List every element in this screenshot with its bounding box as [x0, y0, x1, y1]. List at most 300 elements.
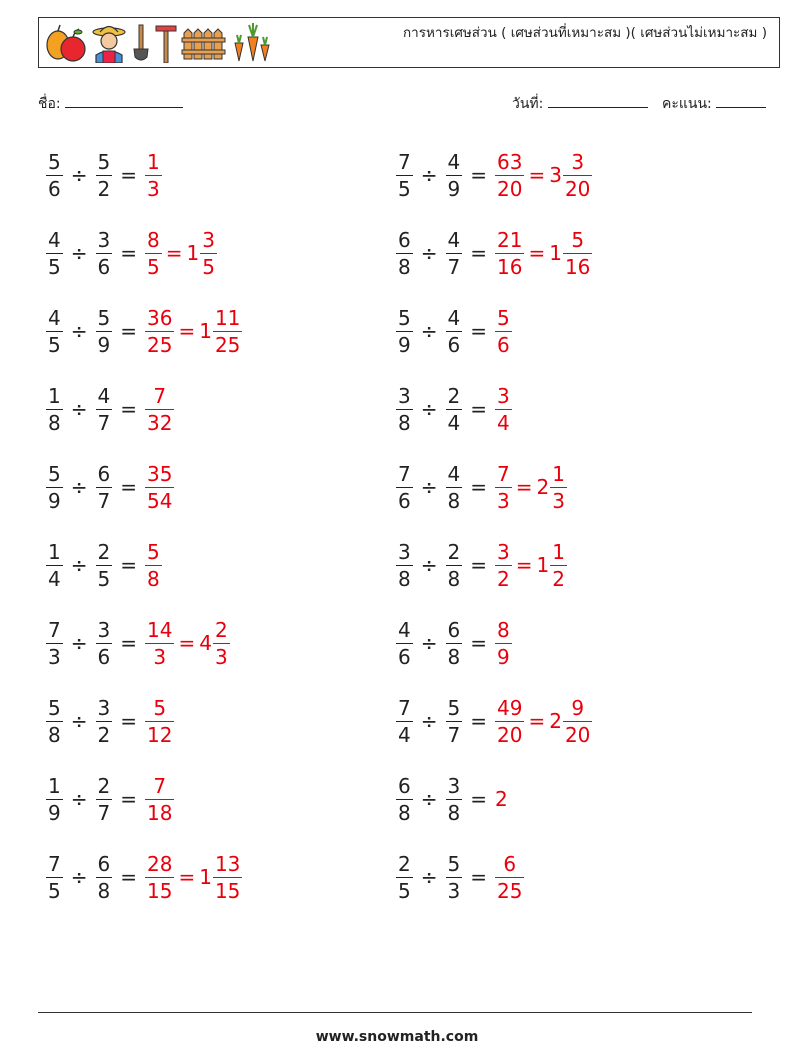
- denominator: 16: [564, 254, 591, 279]
- answer-whole: 2: [495, 787, 508, 811]
- fraction-bar: [446, 799, 463, 800]
- fraction-bar: [145, 721, 174, 722]
- mixed-whole: 1: [536, 553, 550, 577]
- divisor-fraction: [446, 774, 463, 825]
- denominator: 5: [48, 254, 61, 279]
- answer-fraction: [145, 774, 174, 825]
- equals-symbol: =: [470, 631, 487, 655]
- date-line[interactable]: [548, 93, 648, 108]
- mixed-equals-symbol: =: [528, 709, 546, 733]
- denominator: 8: [48, 410, 61, 435]
- dividend-fraction: [46, 228, 63, 279]
- denominator: 7: [97, 800, 111, 825]
- denominator: 5: [202, 254, 215, 279]
- mixed-whole: 2: [536, 475, 550, 499]
- problem-item: [46, 457, 174, 517]
- answer-fraction: [145, 150, 162, 201]
- dividend-fraction: [46, 540, 63, 591]
- mixed-equals-symbol: =: [515, 475, 533, 499]
- fraction-bar: [495, 175, 524, 176]
- worksheet-title: การหารเศษส่วน ( เศษส่วนที่เหมาะสม )( เศษส่วนไม่เหมาะสม ): [402, 25, 767, 41]
- answer-fraction: [495, 696, 524, 747]
- denominator: 18: [147, 800, 173, 825]
- mixed-fraction: [550, 540, 567, 591]
- mixed-equals-symbol: =: [178, 865, 196, 889]
- equals-symbol: =: [120, 709, 137, 733]
- numerator: 2: [214, 617, 228, 642]
- divisor-fraction: [96, 774, 113, 825]
- name-label: ชื่อ:: [38, 96, 61, 112]
- denominator: 25: [214, 332, 241, 357]
- denominator: 8: [398, 410, 411, 435]
- fraction-bar: [96, 487, 113, 488]
- problem-item: [46, 691, 174, 751]
- numerator: 4: [97, 383, 111, 408]
- numerator: 3: [202, 227, 215, 252]
- answer-fraction: [145, 696, 174, 747]
- equals-symbol: =: [120, 475, 137, 499]
- divisor-fraction: [446, 540, 463, 591]
- dividend-fraction: [46, 384, 63, 435]
- denominator: 5: [398, 176, 411, 201]
- problem-item: [46, 223, 217, 283]
- fraction-bar: [46, 799, 63, 800]
- denominator: 3: [214, 644, 228, 669]
- denominator: 8: [147, 566, 160, 591]
- numerator: 2: [447, 383, 461, 408]
- dividend-fraction: [396, 618, 413, 669]
- dividend-fraction: [396, 696, 413, 747]
- divisor-fraction: [446, 696, 463, 747]
- mixed-whole: 1: [199, 865, 212, 889]
- fence-icon: [181, 23, 227, 63]
- numerator: 5: [147, 539, 160, 564]
- denominator: 20: [564, 176, 591, 201]
- denominator: 8: [447, 488, 461, 513]
- numerator: 11: [214, 305, 241, 330]
- dividend-fraction: [396, 774, 413, 825]
- divisor-fraction: [96, 462, 113, 513]
- mixed-whole: 1: [549, 241, 562, 265]
- equals-symbol: =: [470, 865, 487, 889]
- answer-fraction: [495, 150, 524, 201]
- numerator: 3: [447, 773, 461, 798]
- problem-item: [46, 379, 174, 439]
- numerator: 3: [97, 227, 111, 252]
- mixed-fraction: [550, 462, 567, 513]
- problem-item: [396, 145, 592, 205]
- dividend-fraction: [396, 852, 413, 903]
- answer-fraction: [145, 540, 162, 591]
- denominator: 3: [447, 878, 461, 903]
- dividend-fraction: [396, 150, 413, 201]
- fraction-bar: [446, 877, 463, 878]
- fraction-bar: [145, 799, 174, 800]
- divisor-fraction: [96, 306, 113, 357]
- fraction-bar: [396, 331, 413, 332]
- numerator: 3: [97, 617, 111, 642]
- divisor-fraction: [96, 618, 113, 669]
- equals-symbol: =: [120, 163, 137, 187]
- denominator: 6: [447, 332, 461, 357]
- mixed-equals-symbol: =: [178, 319, 196, 343]
- worksheet-header: [38, 17, 780, 68]
- numerator: 7: [48, 617, 61, 642]
- denominator: 5: [48, 878, 61, 903]
- numerator: 7: [48, 851, 61, 876]
- equals-symbol: =: [470, 397, 487, 421]
- numerator: 7: [497, 461, 510, 486]
- fraction-bar: [145, 331, 174, 332]
- mixed-fraction: [200, 228, 217, 279]
- fraction-bar: [46, 487, 63, 488]
- numerator: 63: [497, 149, 523, 174]
- denominator: 7: [97, 410, 111, 435]
- answer-fraction: [495, 618, 512, 669]
- denominator: 2: [552, 566, 565, 591]
- rake-icon: [155, 23, 177, 63]
- answer-fraction: [145, 462, 174, 513]
- fraction-bar: [446, 565, 463, 566]
- fraction-bar: [550, 487, 567, 488]
- fraction-bar: [396, 487, 413, 488]
- numerator: 4: [447, 461, 461, 486]
- denominator: 16: [497, 254, 523, 279]
- numerator: 6: [97, 851, 111, 876]
- mixed-fraction: [213, 618, 230, 669]
- equals-symbol: =: [470, 553, 487, 577]
- fraction-bar: [446, 331, 463, 332]
- fraction-bar: [96, 877, 113, 878]
- fraction-bar: [213, 643, 230, 644]
- answer-fraction: [495, 852, 524, 903]
- divisor-fraction: [96, 540, 113, 591]
- numerator: 8: [147, 227, 160, 252]
- score-label: คะแนน:: [662, 96, 712, 112]
- carrot-icon: [231, 23, 271, 63]
- mixed-fraction: [563, 228, 592, 279]
- dividend-fraction: [46, 462, 63, 513]
- denominator: 6: [48, 176, 61, 201]
- denominator: 3: [552, 488, 565, 513]
- fraction-bar: [46, 175, 63, 176]
- dividend-fraction: [46, 150, 63, 201]
- denominator: 5: [97, 566, 111, 591]
- denominator: 7: [447, 722, 461, 747]
- fraction-bar: [46, 409, 63, 410]
- divide-symbol: ÷: [420, 553, 438, 577]
- denominator: 8: [48, 722, 61, 747]
- denominator: 6: [97, 254, 111, 279]
- denominator: 6: [97, 644, 111, 669]
- numerator: 8: [497, 617, 510, 642]
- equals-symbol: =: [120, 241, 137, 265]
- denominator: 6: [497, 332, 510, 357]
- numerator: 3: [571, 149, 585, 174]
- dividend-fraction: [396, 462, 413, 513]
- score-field[interactable]: [662, 93, 766, 115]
- answer-fraction: [495, 384, 512, 435]
- denominator: 4: [398, 722, 411, 747]
- denominator: 32: [147, 410, 173, 435]
- numerator: 5: [447, 695, 461, 720]
- denominator: 15: [214, 878, 241, 903]
- fraction-bar: [145, 409, 174, 410]
- fraction-bar: [396, 409, 413, 410]
- problem-item: [396, 613, 512, 673]
- dividend-fraction: [46, 852, 63, 903]
- numerator: 3: [497, 383, 510, 408]
- denominator: 5: [48, 332, 61, 357]
- fraction-bar: [213, 331, 242, 332]
- numerator: 3: [497, 539, 510, 564]
- fraction-bar: [96, 799, 113, 800]
- numerator: 36: [147, 305, 173, 330]
- answer-fraction: [145, 384, 174, 435]
- denominator: 8: [447, 566, 461, 591]
- fraction-bar: [46, 877, 63, 878]
- fraction-bar: [396, 643, 413, 644]
- denominator: 9: [398, 332, 411, 357]
- equals-symbol: =: [470, 319, 487, 343]
- problem-item: [396, 847, 524, 907]
- denominator: 8: [447, 644, 461, 669]
- problem-item: [396, 535, 567, 595]
- denominator: 8: [398, 254, 411, 279]
- fraction-bar: [96, 409, 113, 410]
- fraction-bar: [96, 253, 113, 254]
- answer-fraction: [145, 852, 174, 903]
- divisor-fraction: [96, 852, 113, 903]
- numerator: 6: [503, 851, 517, 876]
- numerator: 5: [153, 695, 167, 720]
- numerator: 5: [48, 149, 61, 174]
- dividend-fraction: [46, 774, 63, 825]
- shovel-icon: [131, 23, 151, 63]
- equals-symbol: =: [120, 319, 137, 343]
- denominator: 4: [447, 410, 461, 435]
- fraction-bar: [495, 643, 512, 644]
- equals-symbol: =: [470, 163, 487, 187]
- divisor-fraction: [446, 462, 463, 513]
- numerator: 4: [447, 227, 461, 252]
- fraction-bar: [446, 643, 463, 644]
- fraction-bar: [396, 565, 413, 566]
- denominator: 7: [447, 254, 461, 279]
- equals-symbol: =: [470, 475, 487, 499]
- numerator: 6: [447, 617, 461, 642]
- problem-item: [396, 301, 512, 361]
- mixed-equals-symbol: =: [515, 553, 533, 577]
- numerator: 7: [398, 695, 411, 720]
- numerator: 4: [447, 149, 461, 174]
- numerator: 14: [147, 617, 173, 642]
- answer-fraction: [495, 462, 512, 513]
- fraction-bar: [96, 565, 113, 566]
- answer-fraction: [495, 228, 524, 279]
- problem-item: [396, 691, 592, 751]
- fraction-bar: [213, 877, 242, 878]
- numerator: 6: [398, 227, 411, 252]
- denominator: 8: [398, 800, 411, 825]
- divide-symbol: ÷: [70, 631, 88, 655]
- equals-symbol: =: [120, 865, 137, 889]
- denominator: 9: [497, 644, 510, 669]
- dividend-fraction: [46, 618, 63, 669]
- divide-symbol: ÷: [70, 163, 88, 187]
- fraction-bar: [495, 331, 512, 332]
- problem-item: [46, 613, 230, 673]
- denominator: 3: [497, 488, 510, 513]
- mixed-equals-symbol: =: [178, 631, 196, 655]
- numerator: 3: [398, 383, 411, 408]
- fraction-bar: [495, 721, 524, 722]
- denominator: 9: [447, 176, 461, 201]
- divide-symbol: ÷: [420, 241, 438, 265]
- divisor-fraction: [446, 852, 463, 903]
- problem-item: [396, 457, 567, 517]
- equals-symbol: =: [120, 631, 137, 655]
- dividend-fraction: [396, 384, 413, 435]
- divisor-fraction: [446, 618, 463, 669]
- fraction-bar: [563, 721, 592, 722]
- numerator: 2: [398, 851, 411, 876]
- numerator: 5: [497, 305, 510, 330]
- fraction-bar: [145, 487, 174, 488]
- denominator: 3: [153, 644, 167, 669]
- mixed-fraction: [213, 306, 242, 357]
- mixed-whole: 1: [199, 319, 212, 343]
- divide-symbol: ÷: [420, 397, 438, 421]
- numerator: 6: [97, 461, 111, 486]
- numerator: 1: [147, 149, 160, 174]
- mixed-equals-symbol: =: [528, 163, 546, 187]
- numerator: 4: [48, 227, 61, 252]
- fraction-bar: [96, 721, 113, 722]
- denominator: 20: [564, 722, 591, 747]
- numerator: 7: [398, 461, 411, 486]
- mixed-whole: 4: [199, 631, 212, 655]
- denominator: 9: [48, 488, 61, 513]
- divide-symbol: ÷: [70, 865, 88, 889]
- mixed-fraction: [563, 696, 592, 747]
- divide-symbol: ÷: [420, 631, 438, 655]
- fraction-bar: [145, 877, 174, 878]
- denominator: 7: [97, 488, 111, 513]
- divisor-fraction: [96, 228, 113, 279]
- numerator: 1: [552, 461, 565, 486]
- fraction-bar: [495, 487, 512, 488]
- denominator: 2: [497, 566, 510, 591]
- answer-fraction: [145, 228, 162, 279]
- divide-symbol: ÷: [420, 163, 438, 187]
- divide-symbol: ÷: [420, 787, 438, 811]
- mixed-equals-symbol: =: [528, 241, 546, 265]
- header-icons: [45, 22, 271, 64]
- numerator: 5: [97, 149, 111, 174]
- denominator: 20: [497, 722, 523, 747]
- problem-item: [396, 769, 508, 829]
- date-label: วันที่:: [512, 96, 544, 112]
- mixed-whole: 1: [186, 241, 200, 265]
- fraction-bar: [495, 409, 512, 410]
- divide-symbol: ÷: [420, 475, 438, 499]
- numerator: 7: [398, 149, 411, 174]
- fruit-icon: [45, 23, 87, 63]
- divisor-fraction: [446, 384, 463, 435]
- problem-item: [46, 301, 242, 361]
- numerator: 5: [398, 305, 411, 330]
- equals-symbol: =: [470, 787, 487, 811]
- numerator: 5: [97, 305, 111, 330]
- problem-item: [396, 379, 512, 439]
- fraction-bar: [563, 253, 592, 254]
- fraction-bar: [96, 643, 113, 644]
- fraction-bar: [563, 175, 592, 176]
- numerator: 2: [97, 773, 111, 798]
- fraction-bar: [396, 253, 413, 254]
- numerator: 6: [398, 773, 411, 798]
- divide-symbol: ÷: [420, 865, 438, 889]
- fraction-bar: [145, 565, 162, 566]
- denominator: 6: [398, 644, 411, 669]
- numerator: 4: [48, 305, 61, 330]
- fraction-bar: [495, 565, 512, 566]
- numerator: 3: [97, 695, 111, 720]
- fraction-bar: [550, 565, 567, 566]
- denominator: 3: [147, 176, 160, 201]
- divisor-fraction: [446, 306, 463, 357]
- numerator: 9: [571, 695, 585, 720]
- denominator: 2: [97, 176, 111, 201]
- numerator: 1: [552, 539, 565, 564]
- numerator: 1: [48, 539, 61, 564]
- name-line[interactable]: [65, 93, 183, 108]
- answer-fraction: [145, 618, 174, 669]
- numerator: 4: [447, 305, 461, 330]
- numerator: 49: [497, 695, 523, 720]
- divide-symbol: ÷: [70, 709, 88, 733]
- score-line[interactable]: [716, 93, 766, 108]
- fraction-bar: [446, 487, 463, 488]
- fraction-bar: [446, 721, 463, 722]
- equals-symbol: =: [120, 553, 137, 577]
- denominator: 5: [398, 878, 411, 903]
- divide-symbol: ÷: [70, 553, 88, 577]
- numerator: 35: [147, 461, 173, 486]
- fraction-bar: [200, 253, 217, 254]
- fraction-bar: [96, 175, 113, 176]
- name-field[interactable]: [38, 93, 183, 115]
- denominator: 54: [147, 488, 173, 513]
- problem-item: [396, 223, 592, 283]
- numerator: 2: [447, 539, 461, 564]
- dividend-fraction: [46, 696, 63, 747]
- numerator: 1: [48, 383, 61, 408]
- numerator: 5: [48, 695, 61, 720]
- footer-divider: [38, 1012, 752, 1013]
- denominator: 25: [147, 332, 173, 357]
- fraction-bar: [46, 565, 63, 566]
- divide-symbol: ÷: [420, 319, 438, 343]
- date-field[interactable]: [512, 93, 648, 115]
- fraction-bar: [46, 253, 63, 254]
- numerator: 3: [398, 539, 411, 564]
- mixed-fraction: [563, 150, 592, 201]
- mixed-whole: 3: [549, 163, 562, 187]
- denominator: 6: [398, 488, 411, 513]
- divide-symbol: ÷: [70, 319, 88, 343]
